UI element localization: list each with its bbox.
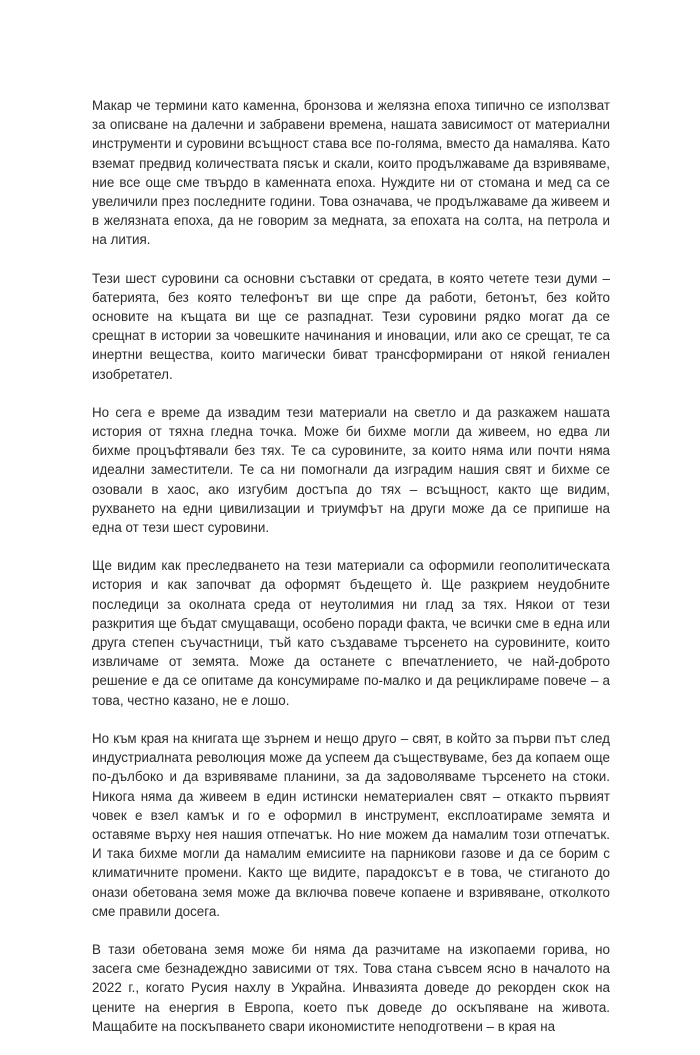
- paragraph-3: Но сега е време да извадим тези материали на светло и да разкажем нашата история от тяхна гледна точка. Може би бихме могли да живеем, но едва ли бихме процъфтявали без тях. Те са суровините, за които няма или почти няма идеални заместители. Те са ни помогнали да изградим нашия свят и бихме се озовали в хаос, ако изгубим достъпа до тях – всъщност, както ще видим, рухването на едни цивилизации и триумфът на други може да се припише на една от тези шест суровини.: [92, 404, 610, 536]
- paragraph-4: Ще видим как преследването на тези материали са оформили геополитическата история и как започват да оформят бъдещето ѝ. Ще разкрием неудобните последици за околната среда от неутолимия ни глад за тях. Някои от тези разкрития ще бъдат смущаващи, особено поради факта, че всички сме в една или друга степен съучастници, тъй като създаваме търсенето на суровините, които извличаме от земята. Може да останете с впечатлението, че най-доброто решение е да се опитаме да консумираме по-малко и да рециклираме повече – а това, честно казано, не е лошо.: [92, 558, 610, 708]
- paragraph-6: В тази обетована земя може би няма да разчитаме на изкопаеми горива, но засега сме безнадеждно зависими от тях. Това стана съвсем ясно в началото на 2022 г., когато Русия нахлу в Украйна. Инвазията доведе до рекорден скок на цените на енергия в Европа, което пък доведе до оскъпяване на живота. Мащабите на поскъпването свари икономистите неподготвени – в края на: [92, 941, 610, 1034]
- paragraph-5: Но към края на книгата ще зърнем и нещо друго – свят, в който за първи път след индустриалната революция може да успеем да съществуваме, без да копаем още по-дълбоко и да взривяваме планини, за да задоволяваме търсенето на стоки. Никога няма да живеем в един истински нематериален свят – откакто първият човек е взел камък и го е оформил в инструмент, експлоатираме земята и оставяме върху нея нашия отпечатък. Но ние можем да намалим този отпечатък. И така бихме могли да намалим емисиите на парникови газове и да се борим с климатичните промени. Както ще видите, парадоксът е в това, че стиганото до онази обетована земя може да включва повече копаене и взривяване, отколкото сме правили досега.: [92, 730, 610, 919]
- paragraph-1: Макар че термини като каменна, бронзова и желязна епоха типично се използват за описване на далечни и забравени времена, нашата зависимост от материални инструменти и суровини всъщност става все по-голяма, вместо да намалява. Като вземат предвид количествата пясък и скали, които продължаваме да взривяваме, ние все още сме твърдо в каменната епоха. Нуждите ни от стомана и мед са се увеличили през последните години. Това означава, че продължаваме да живеем и в желязната епоха, да не говорим за медната, за епохата на солта, на петрола и на лития.: [92, 98, 610, 248]
- paragraph-2: Тези шест суровини са основни съставки от средата, в която четете тези думи – батерията, без която телефонът ви ще спре да работи, бетонът, без който основите на къщата ви ще се разпаднат. Тези суровини рядко могат да се срещнат в истории за човешките начинания и иновации, или ако се срещат, те са инертни вещества, които магически биват трансформирани от някой гениален изобретател.: [92, 270, 610, 382]
- document-body: [92, 96, 610, 1055]
